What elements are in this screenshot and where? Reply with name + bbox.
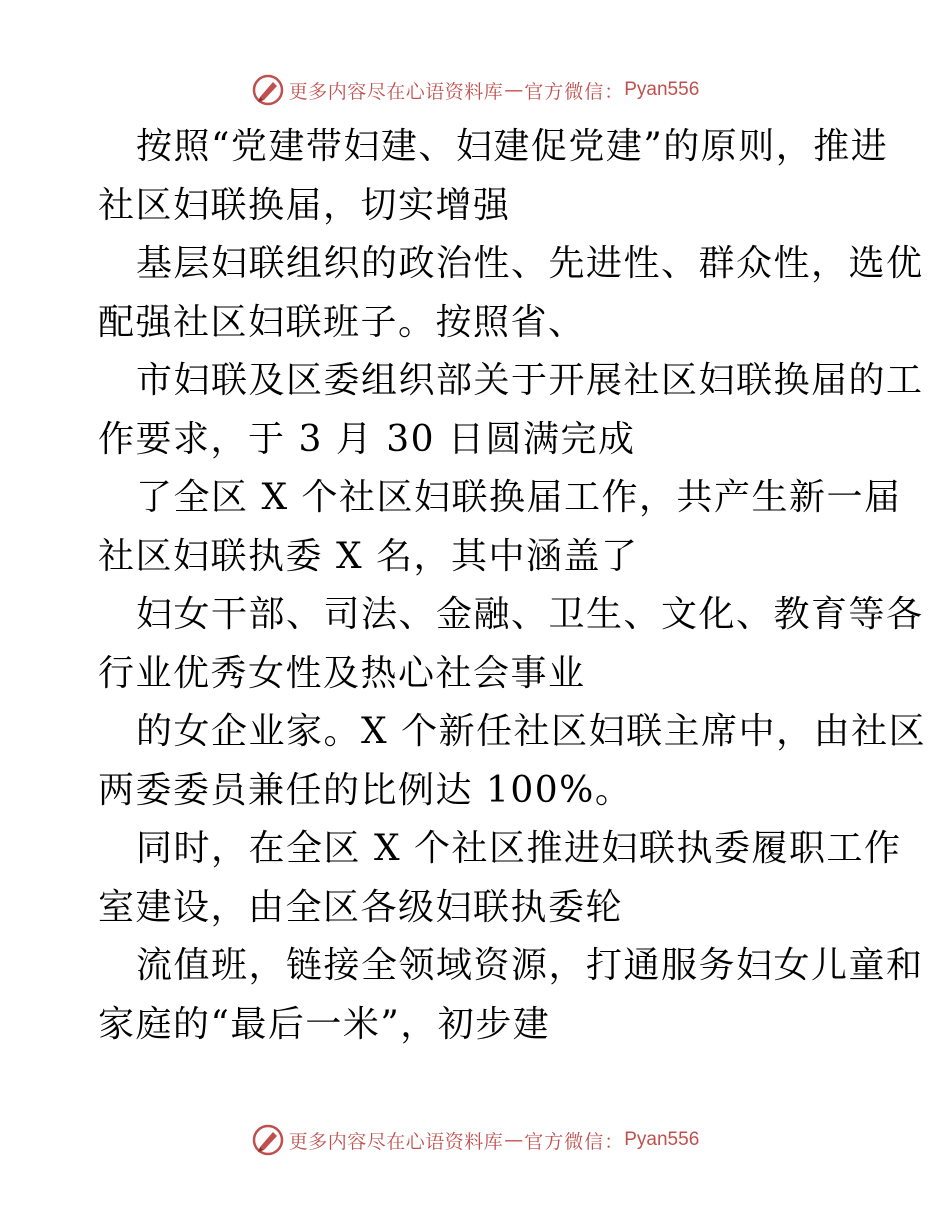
paragraph-line: 社区妇联执委 X 名，其中涵盖了 — [98, 535, 639, 577]
paragraph-line: 基层妇联组织的政治性、先进性、群众性，选优 — [136, 243, 924, 284]
paragraph-line: 的女企业家。X 个新任社区妇联主席中，由社区 — [136, 711, 927, 752]
watermark-separator: — — [504, 79, 524, 101]
header-watermark — [0, 70, 950, 110]
paragraph-line: 配强社区妇联班子。按照省、 — [98, 301, 586, 343]
pen-logo-icon — [251, 73, 285, 107]
paragraph-line: 按照“党建带妇建、妇建促党建”的原则，推进 — [136, 126, 889, 167]
paragraph-line: 作要求，于 3 月 30 日圆满完成 — [98, 418, 636, 460]
paragraph-line: 室建设，由全区各级妇联执委轮 — [98, 886, 624, 928]
watermark-wechat-label: 官方微信： — [524, 80, 625, 103]
paragraph-line: 家庭的“最后一米”，初步建 — [98, 1003, 551, 1045]
watermark-wechat-id: Pyan556 — [624, 1129, 700, 1150]
paragraph-5 — [98, 586, 924, 703]
paragraph-3 — [98, 352, 924, 469]
paragraph-8 — [98, 937, 924, 1054]
paragraph-6 — [98, 703, 927, 820]
pen-logo-icon — [251, 1123, 285, 1157]
watermark-separator: — — [504, 1129, 524, 1151]
paragraph-line: 市妇联及区委组织部关于开展社区妇联换届的工 — [136, 360, 924, 401]
paragraph-1 — [98, 118, 889, 235]
paragraph-line: 流值班，链接全领域资源，打通服务妇女儿童和 — [136, 945, 924, 986]
paragraph-2 — [98, 235, 924, 352]
document-body — [98, 118, 927, 1054]
paragraph-line: 两委委员兼任的比例达 100%。 — [98, 769, 633, 811]
paragraph-line: 社区妇联换届，切实增强 — [98, 184, 511, 226]
paragraph-7 — [98, 820, 902, 937]
paragraph-line: 同时，在全区 X 个社区推进妇联执委履职工作 — [136, 828, 902, 869]
watermark-main-text: 更多内容尽在心语资料库 — [288, 1130, 504, 1153]
paragraph-line: 行业优秀女性及热心社会事业 — [98, 652, 586, 694]
watermark-wechat-label: 官方微信： — [524, 1130, 625, 1153]
watermark-main-text: 更多内容尽在心语资料库 — [288, 80, 504, 103]
paragraph-line: 妇女干部、司法、金融、卫生、文化、教育等各 — [136, 594, 924, 635]
paragraph-line: 了全区 X 个社区妇联换届工作，共产生新一届 — [136, 477, 902, 518]
footer-watermark — [0, 1120, 950, 1160]
paragraph-4 — [98, 469, 902, 586]
watermark-wechat-id: Pyan556 — [624, 79, 700, 100]
